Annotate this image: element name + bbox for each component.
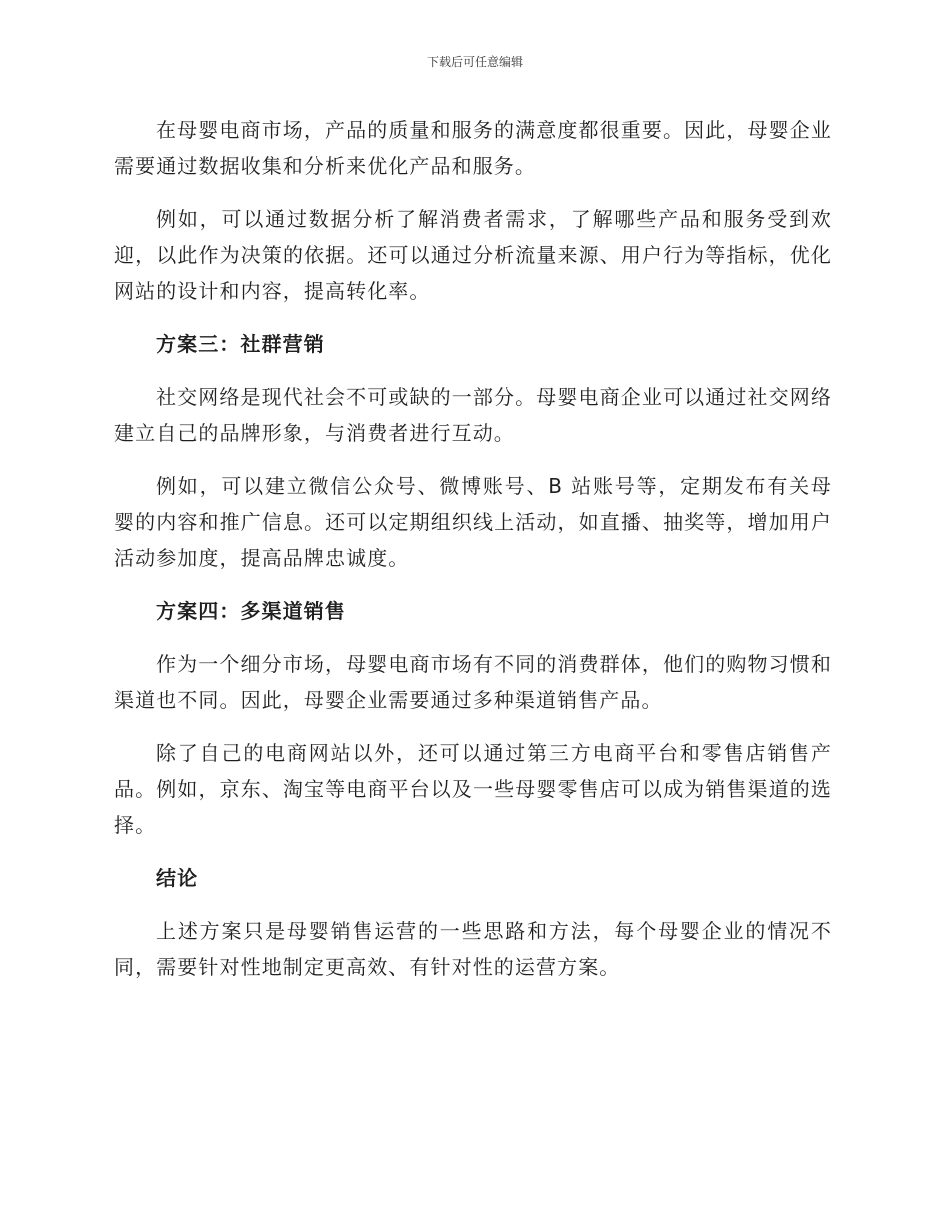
paragraph: 例如，可以建立微信公众号、微博账号、B 站账号等，定期发布有关母婴的内容和推广信息。还可以定期组织线上活动，如直播、抽奖等，增加用户活动参加度，提高品牌忠诚度。 <box>114 474 832 570</box>
paragraph: 除了自己的电商网站以外，还可以通过第三方电商平台和零售店销售产品。例如，京东、淘宝等电商平台以及一些母婴零售店可以成为销售渠道的选择。 <box>114 741 832 837</box>
section-heading: 方案四：多渠道销售 <box>156 599 346 623</box>
section-heading: 方案三：社群营销 <box>156 332 325 356</box>
document-body <box>114 112 832 1002</box>
paragraph: 上述方案只是母婴销售运营的一些思路和方法，每个母婴企业的情况不同，需要针对性地制定更高效、有针对性的运营方案。 <box>114 919 832 979</box>
paragraph: 在母婴电商市场，产品的质量和服务的满意度都很重要。因此，母婴企业需要通过数据收集和分析来优化产品和服务。 <box>114 118 832 178</box>
paragraph: 例如，可以通过数据分析了解消费者需求，了解哪些产品和服务受到欢迎，以此作为决策的依据。还可以通过分析流量来源、用户行为等指标，优化网站的设计和内容，提高转化率。 <box>114 207 832 303</box>
paragraph: 作为一个细分市场，母婴电商市场有不同的消费群体，他们的购物习惯和渠道也不同。因此，母婴企业需要通过多种渠道销售产品。 <box>114 652 832 712</box>
page-header: 下载后可任意编辑 <box>426 55 523 69</box>
paragraph: 社交网络是现代社会不可或缺的一部分。母婴电商企业可以通过社交网络建立自己的品牌形象，与消费者进行互动。 <box>114 385 832 445</box>
section-heading: 结论 <box>156 866 199 890</box>
